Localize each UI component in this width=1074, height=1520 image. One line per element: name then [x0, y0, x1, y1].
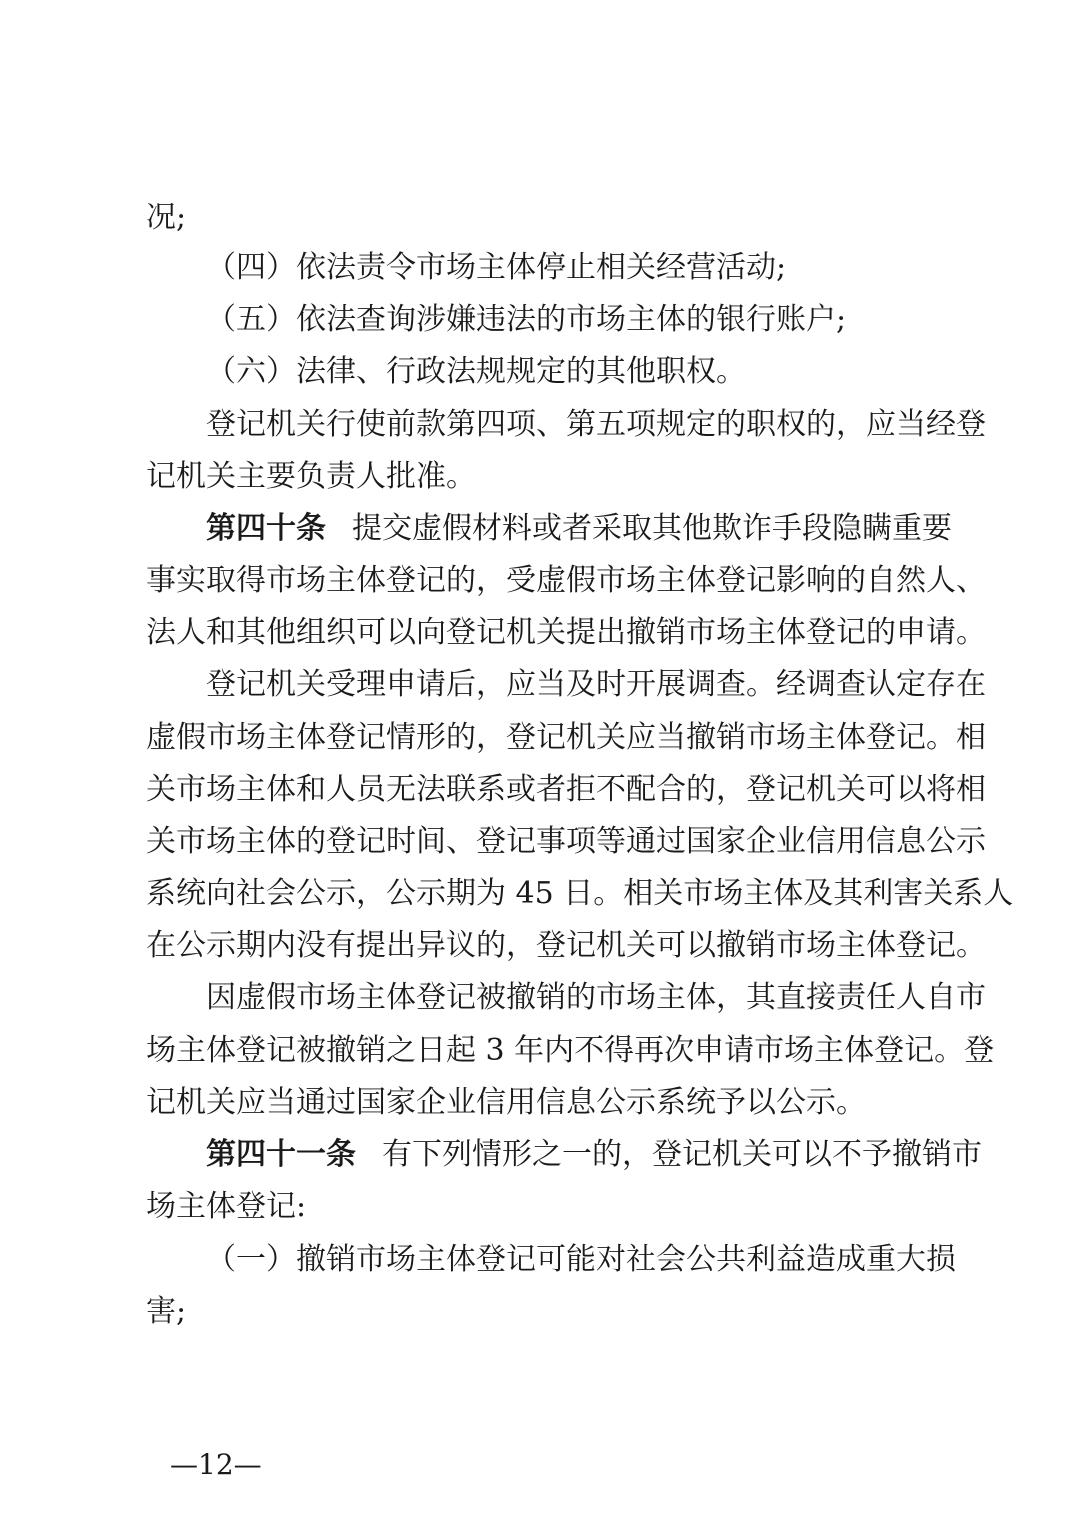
page-number: —12—: [170, 1448, 262, 1481]
article-40-heading: 第四十条: [206, 511, 326, 546]
article-41-heading: 第四十一条: [206, 1137, 356, 1172]
document-page: 况; （四）依法责令市场主体停止相关经营活动; （五）依法查询涉嫌违法的市场主体的银行账户; （六）法律、行政法规规定的其他职权。 登记机关行使前款第四项、第五项规定的职权的，应当经登 记机关主要负责人批准。 第四十条 提交虚假材料或者采取其他欺诈手段隐瞒重要 事实取得市场主体登记的，受虚假市场主体登记影响的自然人、 法人和其他组织可以向登记机关提出撤销市场主体登记的申请。 登记机关受理申请后，应当及时开展调查。经调查认定存在 虚假市场主体登记情形的，登记机关应当撤销市场主体登记。相 关市场主体和人员无法联系或者拒不配合的，登记机关可以将相 关市场主体的登记时间、登记事项等通过国家企业信用信息公示 系统向社会公示，公示期为 45 日。相关市场主体及其利害关系人 在公示期内没有提出异议的，登记机关可以撤销市场主体登记。 因虚假市场主体登记被撤销的市场主体，其直接责任人自市 场主体登记被撤销之日起 3 年内不得再次申请市场主体登记。登 记机关应当通过国家企业信用信息公示系统予以公示。 第四十一条 有下列情形之一的，登记机关可以不予撤销市 场主体登记: （一）撤销市场主体登记可能对社会公共利益造成重大损 害; —12—: [146, 200, 1014, 1481]
